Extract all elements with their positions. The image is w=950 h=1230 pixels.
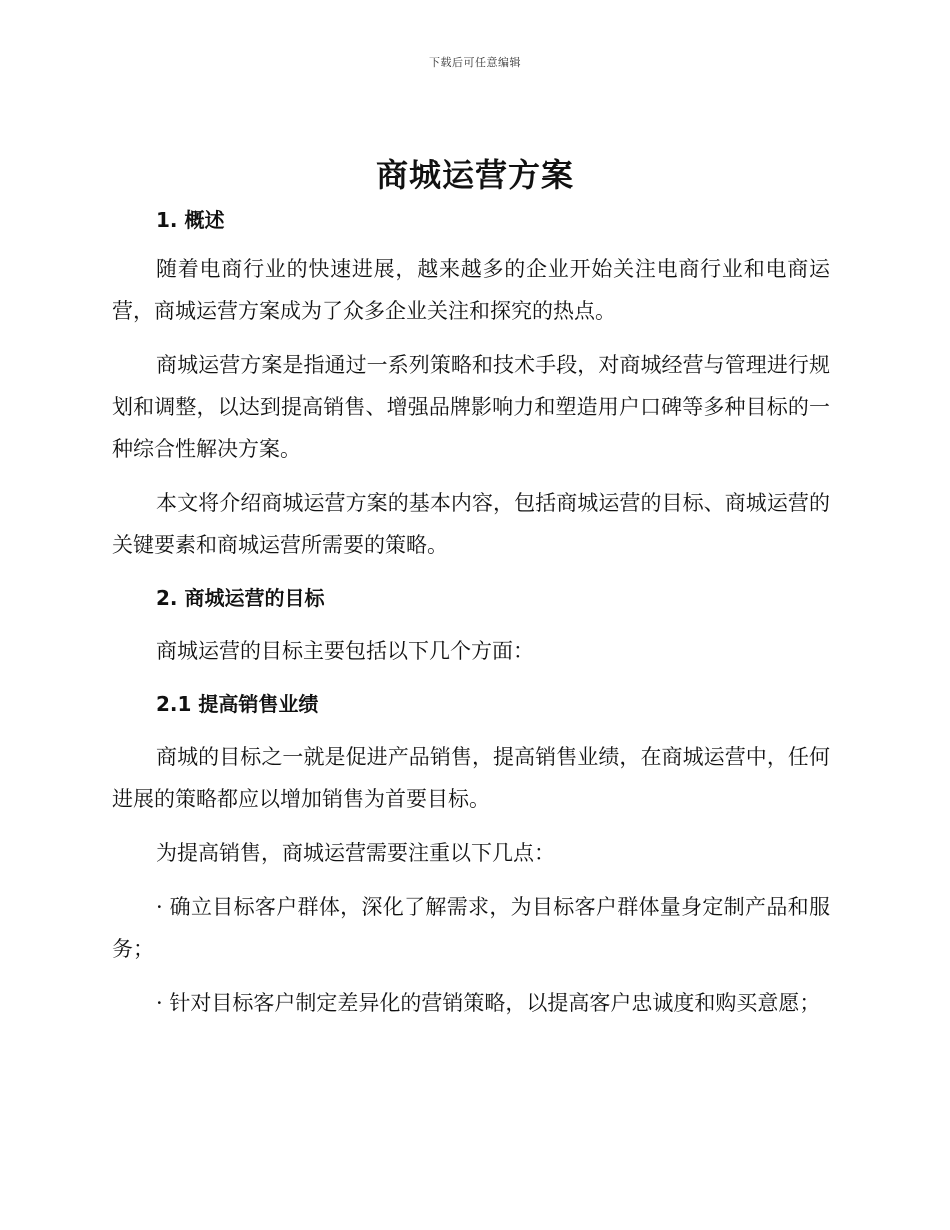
section-heading-goals: 2. 商城运营的目标 [156, 586, 325, 610]
paragraph: 本文将介绍商城运营方案的基本内容，包括商城运营的目标、商城运营的关键要素和商城运营所需要的策略。 [112, 491, 830, 557]
paragraph: 商城运营方案是指通过一系列策略和技术手段，对商城经营与管理进行规划和调整，以达到提高销售、增强品牌影响力和塑造用户口碑等多种目标的一种综合性解决方案。 [112, 353, 830, 461]
paragraph: 为提高销售，商城运营需要注重以下几点： [156, 841, 555, 865]
header-note: 下载后可任意编辑 [429, 56, 521, 69]
paragraph: 随着电商行业的快速进展，越来越多的企业开始关注电商行业和电商运营，商城运营方案成为了众多企业关注和探究的热点。 [112, 257, 830, 323]
section-heading-overview: 1. 概述 [156, 208, 225, 232]
bullet-item: · 针对目标客户制定差异化的营销策略，以提高客户忠诚度和购买意愿； [156, 991, 821, 1015]
subsection-heading-sales: 2.1 提高销售业绩 [156, 692, 319, 716]
paragraph: 商城的目标之一就是促进产品销售，提高销售业绩，在商城运营中，任何进展的策略都应以增加销售为首要目标。 [112, 745, 830, 811]
document-body [112, 200, 830, 1024]
bullet-item: · 确立目标客户群体，深化了解需求，为目标客户群体量身定制产品和服务； [112, 895, 830, 961]
paragraph: 商城运营的目标主要包括以下几个方面： [156, 639, 534, 663]
document-title: 商城运营方案 [375, 156, 574, 194]
